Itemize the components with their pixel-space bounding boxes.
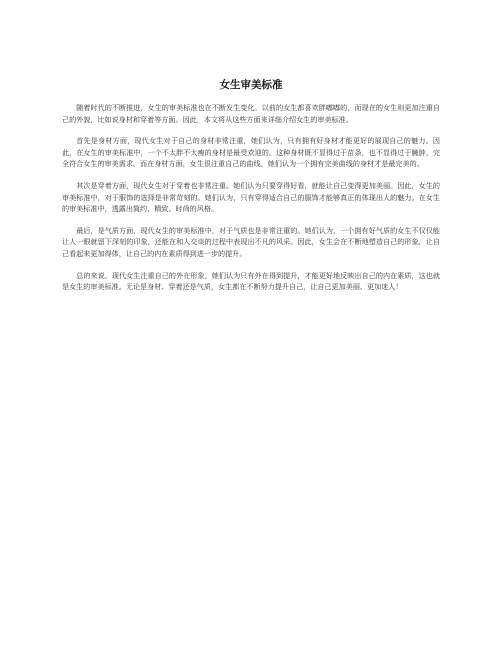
paragraph-conclusion: 总的来说，现代女生注重自己的外在形象，她们认为只有外在得到提升，才能更好地反映出自己的内在素质，这也就是女生的审美标准。无论是身材、穿着还是气质，女生都在不断努力提升自己，让自己更加美丽、更加迷人！ (62, 270, 440, 292)
document-title: 女生审美标准 (219, 79, 283, 91)
document-page (62, 0, 440, 649)
document-body (62, 102, 440, 303)
paragraph-body-shape: 首先是身材方面，现代女生对于自己的身材非常注重，她们认为，只有拥有好身材才能更好的展现自己的魅力。因此，在女生的审美标准中，一个不太胖不太瘦的身材是最受欢迎的。这种身材既不显得过于苗条，也不显得过于臃肿，完全符合女生的审美需求。而在身材方面，女生很注重自己的曲线，她们认为一个拥有完美曲线的身材才是最完美的。 (62, 136, 440, 169)
paragraph-intro: 随着时代的不断推进，女生的审美标准也在不断发生变化。以前的女生都喜欢胖嘟嘟的，而现在的女生则更加注重自己的外貌，比如说身材和穿着等方面。因此，本文将从这些方面来详细介绍女生的审美标准。 (62, 103, 440, 124)
paragraph-clothing: 其次是穿着方面，现代女生对于穿着也非常注重。她们认为只要穿得好看，就能让自己变得更加美丽。因此，女生的审美标准中，对于服饰的选择是非常苛刻的。她们认为，只有穿得适合自己的服饰才能够真正的体现出人的魅力。在女生的审美标准中，透露出简约、精致、时尚的风格。 (62, 180, 440, 214)
paragraph-temperament: 最后，是气质方面，现代女生的审美标准中，对于气质也是非常注重的。她们认为，一个拥有好气质的女生不仅仅能让人一眼就留下深刻的印象，还能在和人交谈的过程中表现出不凡的风采。因此，女生会在不断地塑造自己的形象，让自己看起来更加得体，让自己的内在素质得到进一步的提升。 (62, 225, 440, 258)
